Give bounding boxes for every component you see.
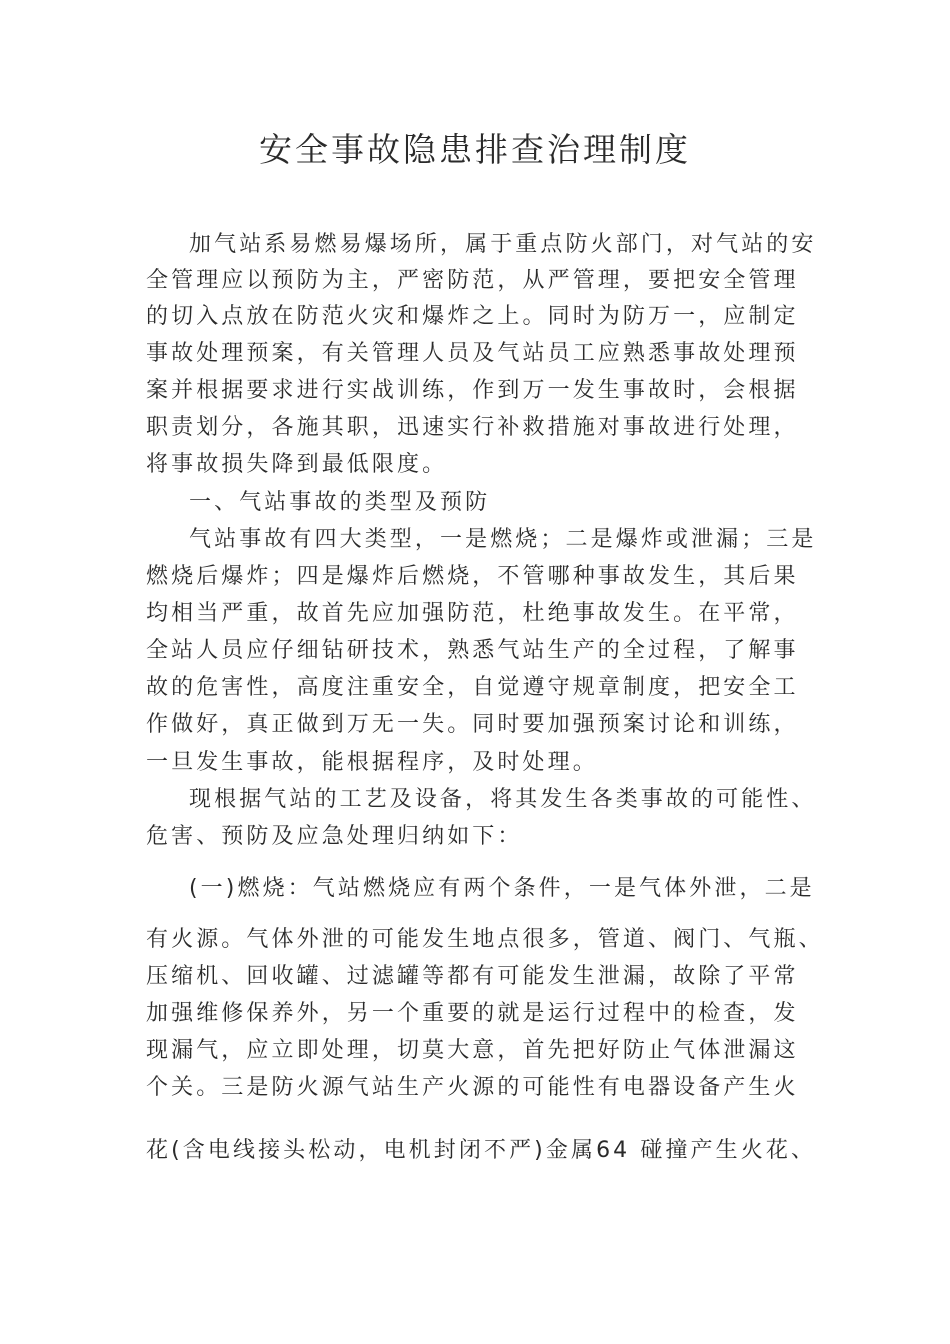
paragraph-line: 气站事故有四大类型，一是燃烧；二是爆炸或泄漏；三是: [189, 527, 817, 552]
paragraph-line: 一旦发生事故，能根据程序，及时处理。: [146, 750, 598, 775]
paragraph-line: 加气站系易燃易爆场所，属于重点防火部门，对气站的安: [189, 232, 817, 257]
paragraph-line: 花(含电线接头松动，电机封闭不严)金属64 碰撞产生火花、: [146, 1138, 817, 1163]
paragraph-line: 现漏气，应立即处理，切莫大意，首先把好防止气体泄漏这: [146, 1038, 799, 1063]
paragraph-line: 压缩机、回收罐、过滤罐等都有可能发生泄漏，故除了平常: [146, 964, 799, 989]
paragraph-line: 故的危害性，高度注重安全，自觉遵守规章制度，把安全工: [146, 675, 799, 700]
paragraph-line: 个关。三是防火源气站生产火源的可能性有电器设备产生火: [146, 1075, 799, 1100]
paragraph-line: 作做好，真正做到万无一失。同时要加强预案讨论和训练，: [146, 712, 799, 737]
paragraph-line: 危害、预防及应急处理归纳如下：: [146, 824, 523, 849]
paragraph-line: 现根据气站的工艺及设备，将其发生各类事故的可能性、: [189, 787, 817, 812]
paragraph-line: 的切入点放在防范火灾和爆炸之上。同时为防万一，应制定: [146, 304, 799, 329]
paragraph-line: 均相当严重，故首先应加强防范，杜绝事故发生。在平常，: [146, 601, 799, 626]
paragraph-line: 有火源。气体外泄的可能发生地点很多，管道、阀门、气瓶、: [146, 927, 824, 952]
paragraph-line: 案并根据要求进行实战训练，作到万一发生事故时，会根据: [146, 378, 799, 403]
paragraph-line: 燃烧后爆炸；四是爆炸后燃烧，不管哪种事故发生，其后果: [146, 564, 799, 589]
paragraph-line: 事故处理预案，有关管理人员及气站员工应熟悉事故处理预: [146, 341, 799, 366]
section-heading: 一、气站事故的类型及预防: [189, 490, 491, 515]
paragraph-line: 全管理应以预防为主，严密防范，从严管理，要把安全管理: [146, 268, 799, 293]
paragraph-line: 全站人员应仔细钻研技术，熟悉气站生产的全过程，了解事: [146, 638, 799, 663]
document-title: 安全事故隐患排查治理制度: [259, 130, 691, 169]
paragraph-line: 职责划分，各施其职，迅速实行补救措施对事故进行处理，: [146, 415, 799, 440]
paragraph-line: 加强维修保养外，另一个重要的就是运行过程中的检查，发: [146, 1001, 799, 1026]
subsection-line: (一)燃烧：气站燃烧应有两个条件，一是气体外泄，二是: [189, 876, 815, 901]
paragraph-line: 将事故损失降到最低限度。: [146, 452, 448, 477]
